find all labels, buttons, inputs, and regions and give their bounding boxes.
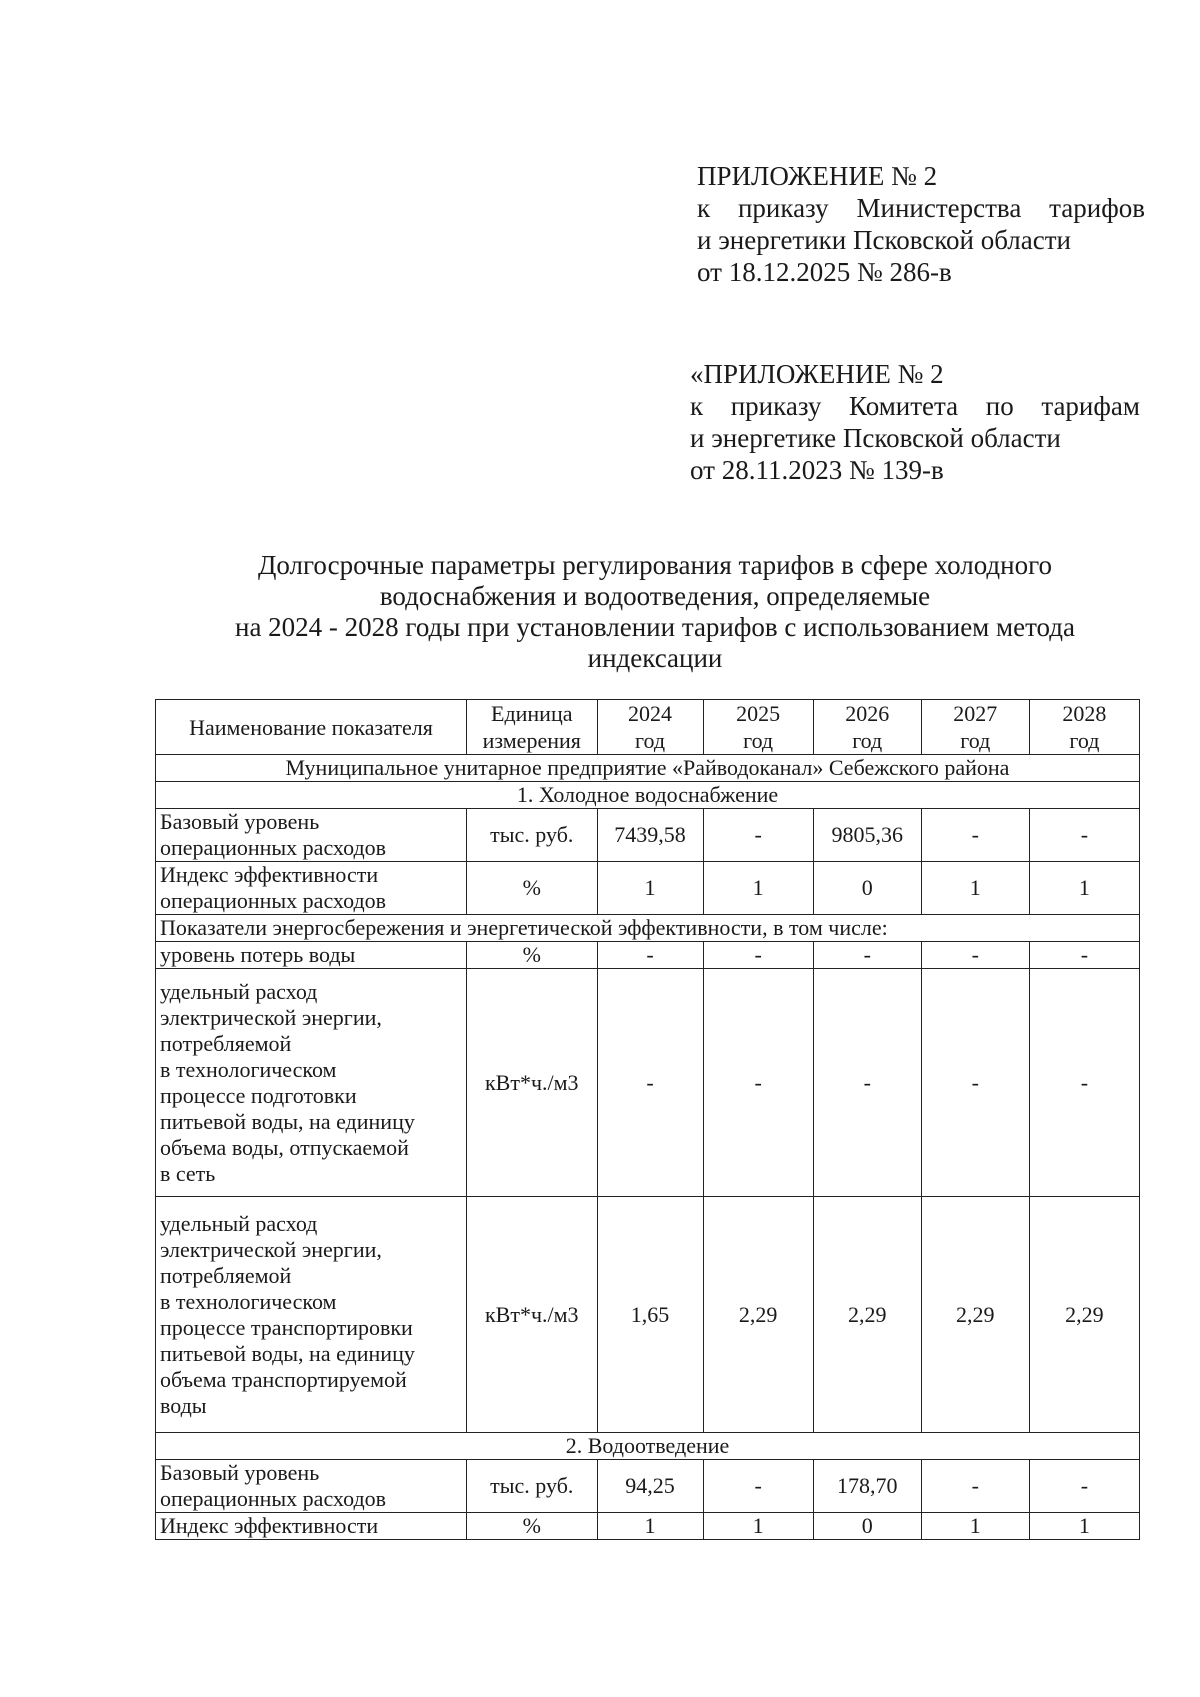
appendix-date: от 28.11.2023 № 139-в (690, 455, 944, 485)
value-cell: 2,29 (1029, 1197, 1139, 1433)
value-cell: 1,65 (597, 1197, 703, 1433)
value-cell: - (703, 1460, 813, 1513)
row-unit: кВт*ч./м3 (467, 969, 598, 1197)
row-name-line: объема воды, отпускаемой (160, 1134, 409, 1160)
section-cold-water: 1. Холодное водоснабжение (156, 782, 1140, 809)
word: приказу (737, 193, 829, 223)
appendix-authority: и энергетике Псковской области (690, 423, 1061, 453)
word: к (697, 193, 711, 223)
appendix-order-line (690, 390, 1140, 422)
value-cell: 1 (703, 1513, 813, 1540)
value-cell: 1 (703, 862, 813, 915)
word: Комитета (849, 391, 959, 421)
header-unit-line: измерения (482, 728, 581, 753)
value-cell: - (921, 809, 1029, 862)
energy-efficiency-heading: Показатели энергосбережения и энергетической эффективности, в том числе: (156, 915, 1140, 942)
row-name-line: потребляемой (160, 1030, 292, 1056)
document-title (205, 550, 1105, 674)
row-name-line: Индекс эффективности (160, 862, 379, 887)
value-cell: - (921, 1460, 1029, 1513)
table-row (156, 1460, 1140, 1513)
value-cell: 0 (813, 862, 921, 915)
row-name-line: объема транспортируемой (160, 1366, 407, 1392)
parameters-table (155, 699, 1140, 1540)
value-cell: 0 (813, 1513, 921, 1540)
row-name (156, 969, 467, 1197)
table-row (156, 1197, 1140, 1433)
value-cell: 178,70 (813, 1460, 921, 1513)
appendix-header-current (697, 160, 1145, 288)
value-cell: - (703, 809, 813, 862)
year: 2025 (736, 701, 781, 726)
row-name: Индекс эффективности (156, 1513, 467, 1540)
row-name (156, 862, 467, 915)
row-name-line: питьевой воды, на единицу (160, 1340, 415, 1366)
row-name-line: Базовый уровень (160, 809, 320, 834)
year-word: год (960, 728, 991, 753)
row-unit: % (467, 1513, 598, 1540)
header-unit (467, 700, 598, 755)
row-name-line: электрической энергии, (160, 1004, 382, 1030)
word: тарифам (1041, 391, 1140, 421)
row-name-line: операционных расходов (160, 888, 387, 913)
header-year (597, 700, 703, 755)
row-name-line: в технологическом (160, 1288, 337, 1314)
row-name-line: удельный расход (160, 978, 318, 1004)
row-name-line: потребляемой (160, 1262, 292, 1288)
title-line: индексации (587, 643, 723, 673)
value-cell: - (597, 942, 703, 969)
organization-name: Муниципальное унитарное предприятие «Райводоканал» Себежского района (156, 755, 1140, 782)
row-unit: тыс. руб. (467, 1460, 598, 1513)
word: по (985, 391, 1014, 421)
title-line: водоснабжения и водоотведения, определяемые (379, 581, 931, 611)
appendix-date: от 18.12.2025 № 286-в (697, 257, 952, 287)
table-row (156, 969, 1140, 1197)
header-unit-line: Единица (491, 701, 573, 726)
header-year (813, 700, 921, 755)
table-row (156, 862, 1140, 915)
row-unit: % (467, 942, 598, 969)
value-cell: 2,29 (921, 1197, 1029, 1433)
row-name (156, 1197, 467, 1433)
year-word: год (635, 728, 666, 753)
year-word: год (1069, 728, 1100, 753)
value-cell: - (1029, 1460, 1139, 1513)
value-cell: - (703, 942, 813, 969)
year-word: год (743, 728, 774, 753)
row-name-line: операционных расходов (160, 835, 387, 860)
word: тарифов (1049, 193, 1145, 223)
row-name (156, 1460, 467, 1513)
header-year (1029, 700, 1139, 755)
appendix-header-previous (690, 358, 1140, 486)
section-row (156, 1433, 1140, 1460)
header-year (703, 700, 813, 755)
value-cell: - (921, 942, 1029, 969)
value-cell: - (921, 969, 1029, 1197)
row-name (156, 809, 467, 862)
word: к (690, 391, 704, 421)
table-row (156, 1513, 1140, 1540)
value-cell: - (703, 969, 813, 1197)
table-row (156, 942, 1140, 969)
section-row (156, 915, 1140, 942)
value-cell: 1 (1029, 862, 1139, 915)
value-cell: 2,29 (813, 1197, 921, 1433)
value-cell: - (1029, 969, 1139, 1197)
row-name-line: удельный расход (160, 1210, 318, 1236)
appendix-order-line (697, 192, 1145, 224)
row-name-line: электрической энергии, (160, 1236, 382, 1262)
word: Министерства (856, 193, 1022, 223)
appendix-title: «ПРИЛОЖЕНИЕ № 2 (690, 359, 944, 389)
header-name: Наименование показателя (156, 700, 467, 755)
row-name-line: процессе подготовки (160, 1082, 357, 1108)
row-name-line: в технологическом (160, 1056, 337, 1082)
title-line: Долгосрочные параметры регулирования тарифов в сфере холодного (257, 550, 1053, 580)
table-row (156, 809, 1140, 862)
year: 2026 (845, 701, 890, 726)
row-name-line: питьевой воды, на единицу (160, 1108, 415, 1134)
row-name-line: процессе транспортировки (160, 1314, 413, 1340)
value-cell: - (813, 969, 921, 1197)
value-cell: 9805,36 (813, 809, 921, 862)
value-cell: 7439,58 (597, 809, 703, 862)
table-header-row (156, 700, 1140, 755)
row-unit: кВт*ч./м3 (467, 1197, 598, 1433)
row-unit: % (467, 862, 598, 915)
year-word: год (852, 728, 883, 753)
value-cell: 1 (597, 862, 703, 915)
row-name: уровень потерь воды (156, 942, 467, 969)
appendix-title: ПРИЛОЖЕНИЕ № 2 (697, 161, 938, 191)
year: 2028 (1062, 701, 1107, 726)
year: 2024 (628, 701, 673, 726)
year: 2027 (953, 701, 998, 726)
value-cell: 2,29 (703, 1197, 813, 1433)
value-cell: 1 (921, 1513, 1029, 1540)
value-cell: - (813, 942, 921, 969)
value-cell: - (1029, 942, 1139, 969)
row-name-line: воды (160, 1392, 207, 1418)
row-unit: тыс. руб. (467, 809, 598, 862)
word: приказу (730, 391, 822, 421)
value-cell: 1 (1029, 1513, 1139, 1540)
value-cell: 1 (597, 1513, 703, 1540)
value-cell: - (1029, 809, 1139, 862)
row-name-line: операционных расходов (160, 1486, 387, 1511)
value-cell: 1 (921, 862, 1029, 915)
value-cell: 94,25 (597, 1460, 703, 1513)
header-year (921, 700, 1029, 755)
value-cell: - (597, 969, 703, 1197)
title-line: на 2024 - 2028 годы при установлении тарифов с использованием метода (235, 612, 1075, 642)
section-row (156, 782, 1140, 809)
section-wastewater: 2. Водоотведение (156, 1433, 1140, 1460)
appendix-authority: и энергетики Псковской области (697, 225, 1071, 255)
organization-row (156, 755, 1140, 782)
row-name-line: Базовый уровень (160, 1460, 320, 1485)
row-name-line: в сеть (160, 1160, 216, 1186)
